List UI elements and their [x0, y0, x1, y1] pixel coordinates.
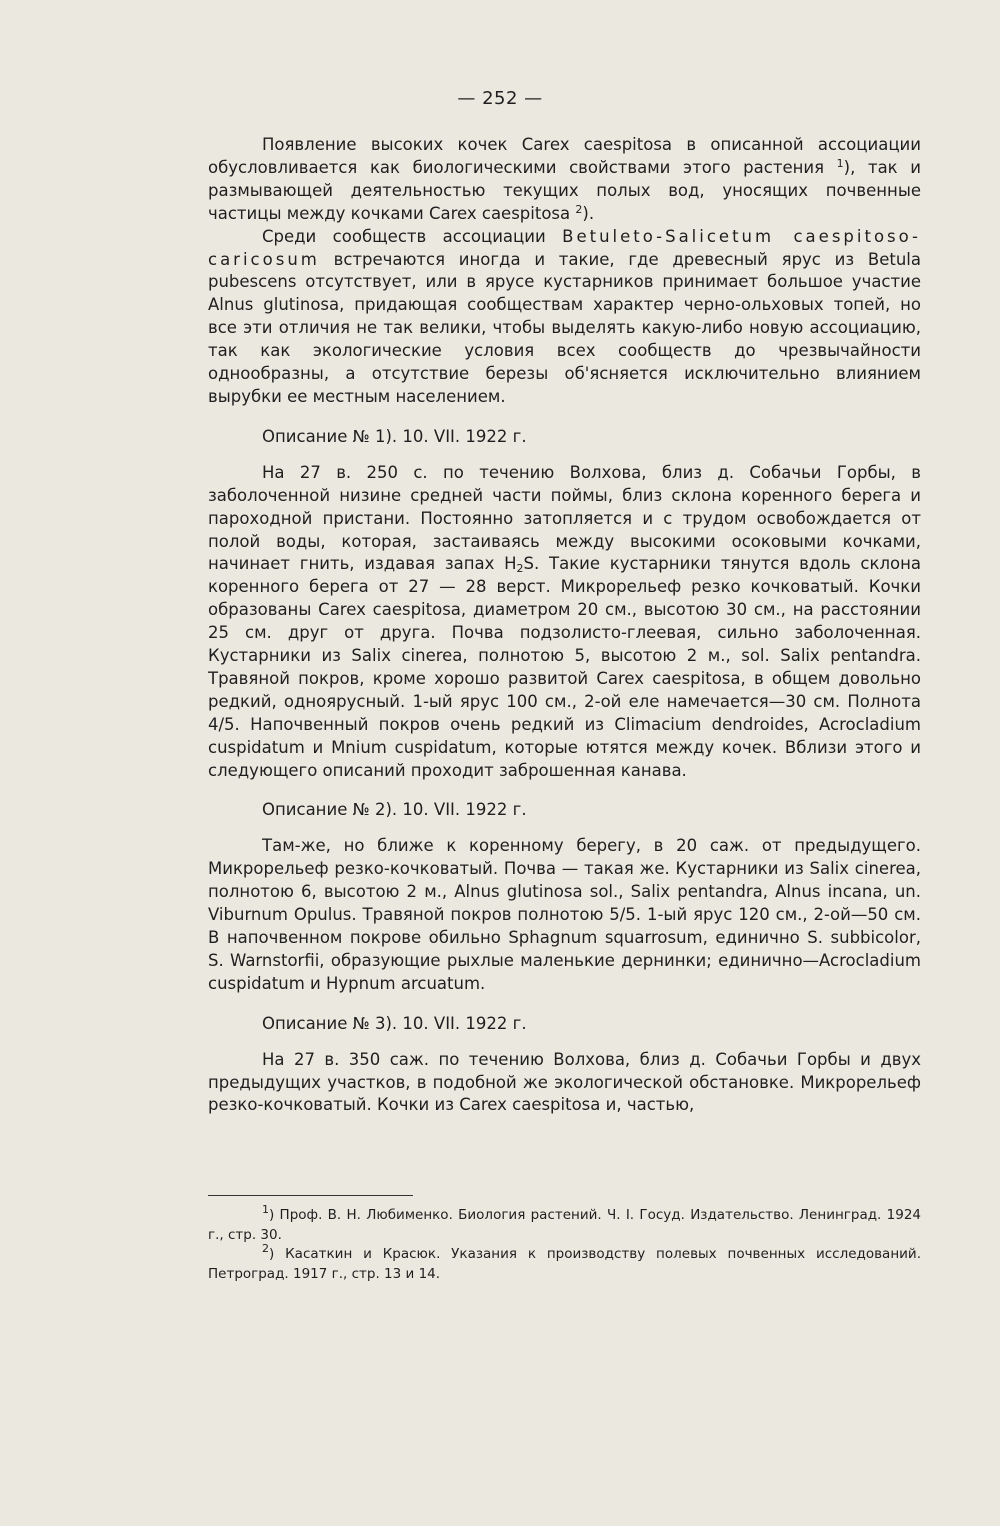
paragraph-1: [208, 134, 921, 226]
footnote-text: ) Касаткин и Красюк. Указания к производству полевых почвенных исследований. Петроград. 1917 г., стр. 13 и 14.: [208, 1246, 921, 1282]
footnotes: [208, 1203, 921, 1284]
paragraph-3: [208, 462, 921, 783]
paragraph-text: встречаются иногда и такие, где древесный ярус из Betula pubescens отсутствует, или в ярусе кустарников принимает большое участие Alnus glutinosa, придающая сообществам характер черно-ольховых топей, но все эти отличия не так велики, чтобы выделять какую-либо новую ассоциацию, так как экологические условия всех сообществ до чрезвычайности однообразны, а отсутствие березы об'ясняется исключительно влиянием вырубки ее местным населением.: [208, 249, 921, 406]
association-name: Betuleto-Salicetum caespitoso-caricosum: [208, 226, 921, 269]
paragraph-text: Появление высоких кочек Carex caespitosa в описанной ассоциации обусловливается как биологическими свойствами этого растения: [208, 135, 921, 177]
subscript: 2: [516, 562, 524, 576]
description-heading-1: Описание № 1). 10. VII. 1922 г.: [262, 426, 527, 446]
paragraph-2: [208, 226, 921, 409]
footnote-mark: 1: [262, 1203, 269, 1216]
footnote-1: [208, 1203, 921, 1245]
paragraph-text: ).: [582, 203, 595, 223]
paragraph-text: На 27 в. 250 с. по течению Волхова, близ д. Собачьи Горбы, в заболоченной низине средней части поймы, близ склона коренного берега и пароходной пристани. Постоянно затопляется и с трудом освобождается от полой воды, которая, застаиваясь между высокими осоковыми кочками, начинает гнить, издавая запах H: [208, 462, 921, 574]
main-text: [208, 134, 921, 1117]
paragraph-5: На 27 в. 350 саж. по течению Волхова, близ д. Собачьи Горбы и двух предыдущих участков, в подобной же экологической обстановке. Микрорельеф резко-кочковатый. Кочки из Carex caespitosa и, частью,: [208, 1049, 921, 1115]
footnote-ref: 1: [836, 156, 844, 170]
paragraph-4: Там-же, но ближе к коренному берегу, в 20 саж. от предыдущего. Микрорельеф резко-кочковатый. Почва — такая же. Кустарники из Salix cinerea, полнотою 6, высотою 2 м., Alnus glutinosa sol., Salix pentandra, Alnus incana, un. Viburnum Opulus. Травяной покров полнотою 5/5. 1-ый ярус 120 см., 2-ой—50 см. В напочвенном покрове обильно Sphagnum squarrosum, единично S. subbicolor, S. Warnstorfii, образующие рыхлые маленькие дернинки; единично—Acrocladium cuspidatum и Hypnum arcuatum.: [208, 836, 921, 993]
paragraph-text: Среди сообществ ассоциации: [262, 226, 563, 246]
page-number: — 252 —: [457, 88, 543, 109]
description-heading-2: Описание № 2). 10. VII. 1922 г.: [262, 800, 527, 820]
footnote-divider: [208, 1195, 413, 1196]
footnote-text: ) Проф. В. Н. Любименко. Биология растений. Ч. I. Госуд. Издательство. Ленинград. 1924 г., стр. 30.: [208, 1207, 921, 1243]
footnote-mark: 2: [262, 1242, 269, 1255]
paragraph-text: S. Такие кустарники тянутся вдоль склона коренного берега от 27 — 28 верст. Микрорельеф резко кочковатый. Кочки образованы Carex caespitosa, диаметром 20 см., высотою 30 см., на расстоянии 25 см. друг от друга. Почва подзолисто-глеевая, сильно заболоченная. Кустарники из Salix cinerea, полнотою 5, высотою 2 м., sol. Salix pentandra. Травяной покров, кроме хорошо развитой Carex caespitosa, в общем довольно редкий, одноярусный. 1-ый ярус 100 см., 2-ой еле намечается—30 см. Полнота 4/5. Напочвенный покров очень редкий из Climacium dendroides, Acrocladium cuspidatum и Mnium cuspidatum, которые ютятся между кочек. Вблизи этого и следующего описаний проходит заброшенная канава.: [208, 554, 921, 780]
paragraph-text: ), так и размывающей деятельностью текущих полых вод, уносящих почвенные частицы между кочками Carex caespitosa: [208, 157, 921, 223]
description-heading-3: Описание № 3). 10. VII. 1922 г.: [262, 1013, 527, 1033]
footnote-ref: 2: [575, 202, 583, 216]
footnote-2: [208, 1242, 921, 1284]
